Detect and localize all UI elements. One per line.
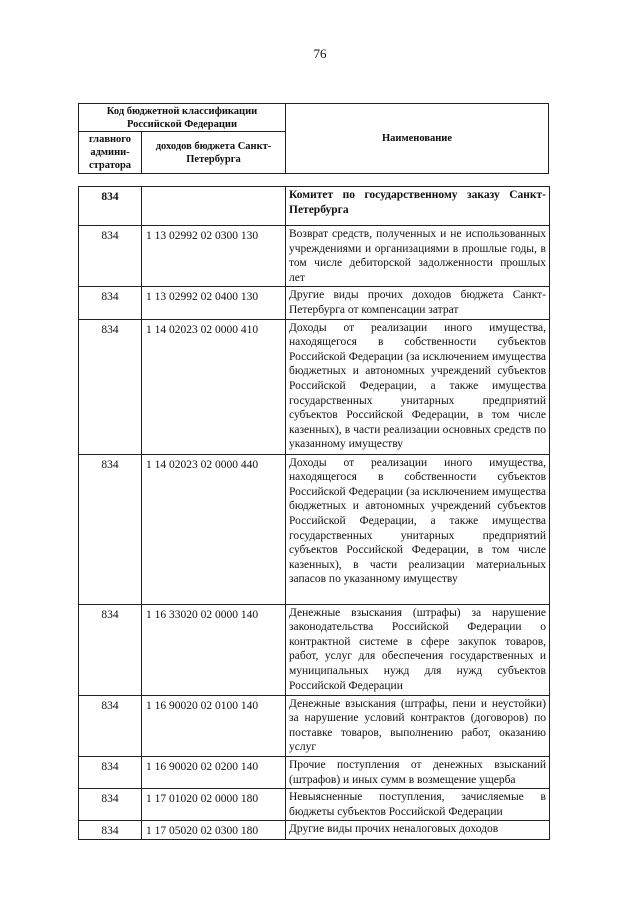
revenue-code-cell: 1 16 33020 02 0000 140 — [142, 604, 286, 695]
admin-code-cell: 834 — [79, 319, 142, 454]
revenue-name-cell: Невыясненные поступления, зачисляемые в бюджеты субъектов Российской Федерации — [286, 789, 550, 821]
header-code-group: Код бюджетной классификации Российской Федерации — [79, 104, 286, 132]
page-number: 76 — [313, 46, 327, 61]
header-revenues: доходов бюджета Санкт-Петербурга — [142, 132, 286, 174]
table-row — [79, 454, 550, 604]
admin-code-cell: 834 — [79, 187, 142, 226]
table-row — [79, 789, 550, 821]
revenue-code-cell: 1 13 02992 02 0300 130 — [142, 226, 286, 287]
revenue-name-cell: Другие виды прочих доходов бюджета Санкт-Петербурга от компенсации затрат — [286, 287, 550, 319]
header-chief-admin: главного админи-стратора — [79, 132, 142, 174]
table-row — [79, 821, 550, 840]
table-row — [79, 319, 550, 454]
table-row — [79, 695, 550, 756]
admin-code-cell: 834 — [79, 454, 142, 604]
revenue-name-cell: Комитет по государственному заказу Санкт-Петербурга — [286, 187, 550, 226]
table-row — [79, 287, 550, 319]
admin-code-cell: 834 — [79, 789, 142, 821]
revenue-name-cell: Прочие поступления от денежных взысканий (штрафов) и иных сумм в возмещение ущерба — [286, 756, 550, 788]
revenue-code-cell: 1 14 02023 02 0000 440 — [142, 454, 286, 604]
revenue-name-cell: Другие виды прочих неналоговых доходов — [286, 821, 550, 840]
revenue-code-cell: 1 16 90020 02 0200 140 — [142, 756, 286, 788]
revenue-name-cell: Денежные взыскания (штрафы, пени и неустойки) за нарушение условий контрактов (договоров) по поставке товаров, выполнению работ, оказанию услуг — [286, 695, 550, 756]
admin-code-cell: 834 — [79, 287, 142, 319]
admin-code-cell: 834 — [79, 695, 142, 756]
revenue-name-cell: Доходы от реализации иного имущества, находящегося в собственности субъектов Российской Федерации (за исключением имущества бюджетных и автономных учреждений субъектов Российской Федерации, а также имущества государственных унитарных предприятий субъектов Российской Федерации, в том числе казенных), в части реализации основных средств по указанному имуществу — [286, 319, 550, 454]
revenue-code-cell: 1 16 90020 02 0100 140 — [142, 695, 286, 756]
revenue-name-cell: Возврат средств, полученных и не использованных учреждениями и организациями в прошлые годы, в том числе дебиторской задолженности прошлых лет — [286, 226, 550, 287]
revenue-code-cell: 1 17 05020 02 0300 180 — [142, 821, 286, 840]
admin-code-cell: 834 — [79, 604, 142, 695]
admin-code-cell: 834 — [79, 756, 142, 788]
table-row — [79, 604, 550, 695]
revenue-table — [78, 186, 550, 840]
table-row — [79, 756, 550, 788]
revenue-name-cell: Доходы от реализации иного имущества, находящегося в собственности субъектов Российской Федерации (за исключением имущества бюджетных и автономных учреждений субъектов Российской Федерации, а также имущества государственных унитарных предприятий субъектов Российской Федерации, в том числе казенных), в части реализации материальных запасов по указанному имуществу — [286, 454, 550, 604]
revenue-code-cell — [142, 187, 286, 226]
revenue-name-cell: Денежные взыскания (штрафы) за нарушение законодательства Российской Федерации о контрактной системе в сфере закупок товаров, работ, услуг для обеспечения государственных и муниципальных нужд для нужд субъектов Российской Федерации — [286, 604, 550, 695]
revenue-code-cell: 1 17 01020 02 0000 180 — [142, 789, 286, 821]
header-name: Наименование — [286, 104, 549, 174]
table-row — [79, 226, 550, 287]
admin-code-cell: 834 — [79, 821, 142, 840]
admin-code-cell: 834 — [79, 226, 142, 287]
revenue-code-cell: 1 14 02023 02 0000 410 — [142, 319, 286, 454]
table-row — [79, 187, 550, 226]
revenue-code-cell: 1 13 02992 02 0400 130 — [142, 287, 286, 319]
header-table — [78, 103, 549, 174]
